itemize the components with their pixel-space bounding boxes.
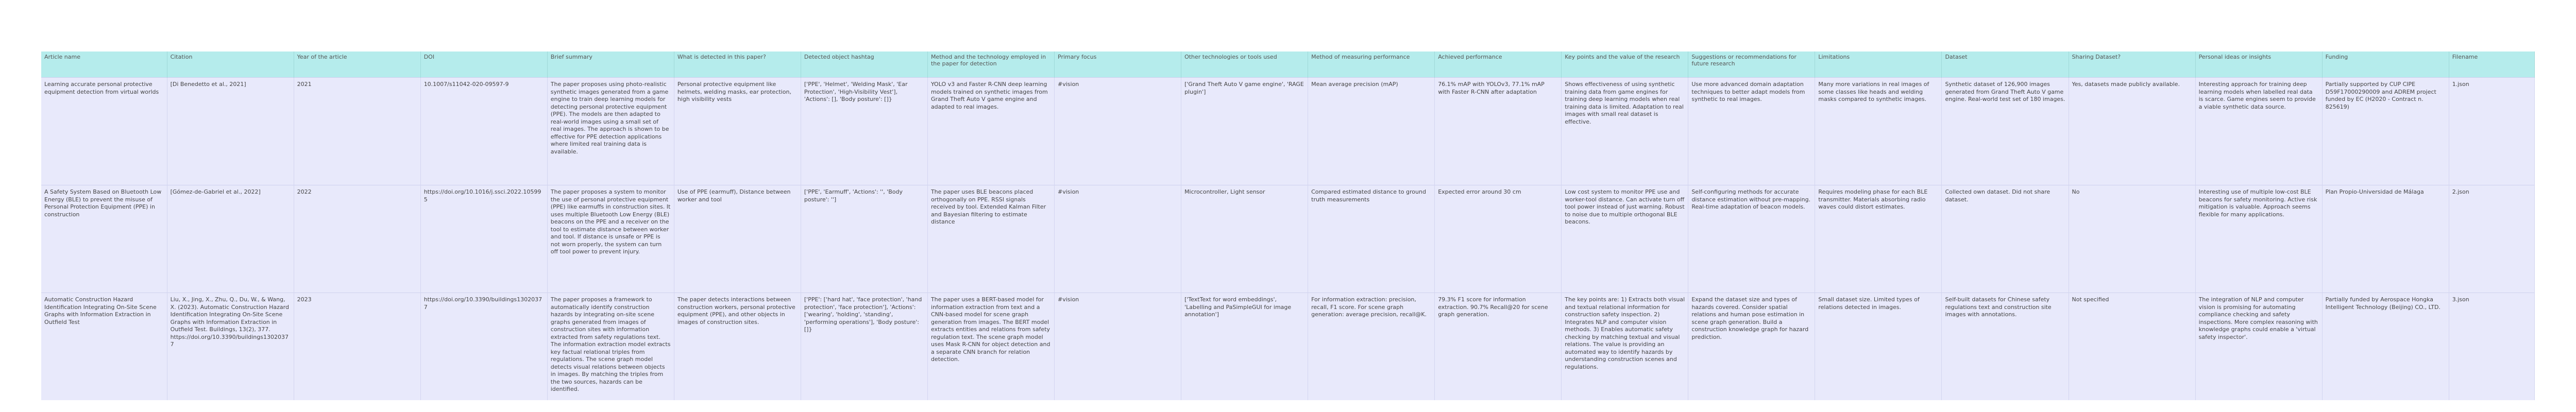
cell-text: ['PPE', 'Helmet', 'Welding Mask', 'Ear Protection', 'High-Visibility Vest'], 'Actions': [], 'Body posture': []}: [804, 81, 908, 103]
cell-text: 2.json: [2452, 188, 2469, 195]
column-header-doi[interactable]: DOI: [420, 52, 547, 78]
column-header-suggestions[interactable]: Suggestions or recommendations for future research: [1688, 52, 1815, 78]
table-cell[interactable]: [1942, 293, 2069, 401]
column-header-funding[interactable]: Funding: [2322, 52, 2449, 78]
cell-text: Synthetic dataset of 126,900 images generated from Grand Theft Auto V game engine. Real-world test set of 180 images.: [1945, 81, 2065, 103]
cell-text: For information extraction: precision, recall, F1 score. For scene graph generation: average precision, recall@K.: [1311, 296, 1427, 318]
table-cell[interactable]: [927, 185, 1054, 293]
cell-text: Automatic Construction Hazard Identification Integrating On-Site Scene Graphs with Information Extraction in Outfield Test: [44, 296, 157, 325]
cell-text: Use of PPE (earmuff), Distance between worker and tool: [677, 188, 791, 203]
table-row: [41, 185, 2535, 293]
column-header-key-points[interactable]: Key points and the value of the research: [1562, 52, 1688, 78]
cell-text: 2021: [297, 81, 312, 88]
table-cell[interactable]: [801, 185, 927, 293]
cell-text: ['PPE': ['hard hat', 'face protection', 'hand protection', 'face protection'], 'Actions': ['wearing', 'holding', 'standing', 'performing operations'], 'Body posture': []}: [804, 296, 922, 333]
cell-text: The paper proposes a framework to automatically identify construction hazards by integrating on-site scene graphs generated from images of construction sites with information extracted from safety regulations text. The information extraction model extracts key factual relational triples from regulations. The scene graph model detects visual relations between objects in images. By matching the triples from the two sources, hazards can be identified.: [550, 296, 671, 393]
table-cell[interactable]: [167, 78, 294, 185]
table-cell[interactable]: [2449, 78, 2534, 185]
table-cell[interactable]: [294, 78, 420, 185]
table-cell[interactable]: [674, 293, 801, 401]
cell-text: A Safety System Based on Bluetooth Low Energy (BLE) to prevent the misuse of Personal Protection Equipment (PPE) in construction: [44, 188, 162, 218]
table-cell[interactable]: [2322, 185, 2449, 293]
table-cell[interactable]: [2322, 78, 2449, 185]
cell-text: https://doi.org/10.1016/j.ssci.2022.105995: [423, 188, 541, 203]
cell-text: Requires modeling phase for each BLE transmitter. Materials absorbing radio waves could distort estimates.: [1818, 188, 1928, 211]
table-cell[interactable]: [1815, 78, 1942, 185]
data-table: [41, 52, 2535, 400]
table-cell[interactable]: [801, 78, 927, 185]
table-cell[interactable]: [420, 293, 547, 401]
table-cell[interactable]: [2069, 185, 2195, 293]
column-header-dataset[interactable]: Dataset: [1942, 52, 2069, 78]
table-cell[interactable]: [1562, 185, 1688, 293]
table-cell[interactable]: [2195, 185, 2322, 293]
column-header-citation[interactable]: Citation: [167, 52, 294, 78]
table-cell[interactable]: [2195, 293, 2322, 401]
column-header-article-name[interactable]: Article name: [41, 52, 167, 78]
cell-text: Personal protective equipment like helmets, welding masks, ear protection, high visibility vests: [677, 81, 791, 103]
cell-text: Expected error around 30 cm: [1438, 188, 1521, 195]
table-cell[interactable]: [1055, 78, 1181, 185]
cell-text: #vision: [1058, 188, 1079, 195]
table-cell[interactable]: [294, 185, 420, 293]
table-cell[interactable]: [2322, 293, 2449, 401]
table-cell[interactable]: [547, 185, 674, 293]
cell-text: The integration of NLP and computer vision is promising for automating compliance checking and safety inspections. More complex reasoning with knowledge graphs could enable a 'virtual safety inspector'.: [2198, 296, 2318, 340]
table-cell[interactable]: [2195, 78, 2322, 185]
table-row: [41, 293, 2535, 401]
cell-text: The paper detects interactions between construction workers, personal protective equipment (PPE), and other objects in images of construction sites.: [677, 296, 795, 325]
table-cell[interactable]: [294, 293, 420, 401]
cell-text: #vision: [1058, 296, 1079, 303]
cell-text: Use more advanced domain adaptation techniques to better adapt models from synthetic to real images.: [1691, 81, 1805, 103]
table-cell[interactable]: [927, 78, 1054, 185]
table-cell[interactable]: [1435, 293, 1562, 401]
cell-text: Mean average precision (mAP): [1311, 81, 1398, 88]
cell-text: Small dataset size. Limited types of relations detected in images.: [1818, 296, 1920, 311]
cell-text: The paper proposes using photo-realistic synthetic images generated from a game engine to train deep learning models for detecting personal protective equipment (PPE). The models are then adapted to real-world images using a small set of real images. The approach is shown to be effective for PPE detection applications where limited real training data is available.: [550, 81, 669, 155]
cell-text: 2022: [297, 188, 312, 195]
cell-text: ['TextText for word embeddings', 'Labelling and PaSimpleGUI for image annotation']: [1184, 296, 1292, 318]
cell-text: [Di Benedetto et al., 2021]: [170, 81, 246, 88]
header-row: [41, 52, 2535, 78]
table-cell[interactable]: [1181, 293, 1308, 401]
cell-text: https://doi.org/10.3390/buildings13020377: [423, 296, 543, 311]
table-cell[interactable]: [1435, 185, 1562, 293]
table-cell[interactable]: [1308, 78, 1435, 185]
cell-text: ['PPE', 'Earmuff', 'Actions': '', 'Body posture': '']: [804, 188, 903, 203]
column-header-brief-summary[interactable]: Brief summary: [547, 52, 674, 78]
table-cell[interactable]: [420, 78, 547, 185]
column-header-achieved-performance[interactable]: Achieved performance: [1435, 52, 1562, 78]
cell-text: The paper uses a BERT-based model for information extraction from text and a CNN-based model for scene graph generation from images. The BERT model extracts entities and relations from safety regulation text. The scene graph model uses Mask R-CNN for object detection and a separate CNN branch for relation detection.: [930, 296, 1050, 363]
table-cell[interactable]: [801, 293, 927, 401]
column-header-limitations[interactable]: Limitations: [1815, 52, 1942, 78]
cell-text: Collected own dataset. Did not share dataset.: [1945, 188, 2050, 203]
table-cell[interactable]: [547, 293, 674, 401]
column-header-year[interactable]: Year of the article: [294, 52, 420, 78]
table-cell[interactable]: [1308, 185, 1435, 293]
cell-text: Compared estimated distance to ground truth measurements: [1311, 188, 1426, 203]
table-cell[interactable]: [1562, 293, 1688, 401]
cell-text: #vision: [1058, 81, 1079, 88]
table-cell[interactable]: [41, 185, 167, 293]
table-cell[interactable]: [1308, 293, 1435, 401]
table-cell[interactable]: [1562, 78, 1688, 185]
cell-text: Not specified: [2072, 296, 2109, 303]
cell-text: Self-configuring methods for accurate distance estimation without pre-mapping. Real-time adaptation of beacon models.: [1691, 188, 1811, 211]
cell-text: 76.1% mAP with YOLOv3, 77.1% mAP with Faster R-CNN after adaptation: [1438, 81, 1545, 95]
cell-text: YOLO v3 and Faster R-CNN deep learning models trained on synthetic images from Grand Theft Auto V game engine and adapted to real images.: [930, 81, 1048, 110]
table-cell[interactable]: [2069, 78, 2195, 185]
cell-text: Plan Propio-Universidad de Málaga: [2325, 188, 2424, 195]
cell-text: Shows effectiveness of using synthetic training data from game engines for training deep learning models when real training data is limited. Adaptation to real images with small real dataset is effective.: [1565, 81, 1684, 125]
table-cell[interactable]: [1181, 185, 1308, 293]
table-cell[interactable]: [1435, 78, 1562, 185]
cell-text: ['Grand Theft Auto V game engine', 'RAGE plugin']: [1184, 81, 1304, 95]
table-cell[interactable]: [674, 185, 801, 293]
table-header: [41, 52, 2535, 78]
table-cell[interactable]: [1688, 78, 1815, 185]
table-cell[interactable]: [41, 78, 167, 185]
column-header-personal-ideas[interactable]: Personal ideas or insights: [2195, 52, 2322, 78]
table-cell[interactable]: [1942, 185, 2069, 293]
cell-text: Liu, X., Jing, X., Zhu, Q., Du, W., & Wang, X. (2023). Automatic Construction Hazard Identification Integrating On-Site Scene Graphs with Information Extraction in Outfield Test. Buildings, 13(2), 377. https://doi.org/10.3390/buildings13020377: [170, 296, 289, 348]
table-cell[interactable]: [2449, 185, 2534, 293]
table-cell[interactable]: [1688, 293, 1815, 401]
table-cell[interactable]: [420, 185, 547, 293]
cell-text: Interesting approach for training deep learning models when labelled real data is scarce. Game engines seem to provide a viable synthetic data source.: [2198, 81, 2316, 110]
cell-text: [Gómez-de-Gabriel et al., 2022]: [170, 188, 261, 195]
table-cell[interactable]: [41, 293, 167, 401]
cell-text: Self-built datasets for Chinese safety regulations text and construction site images with annotations.: [1945, 296, 2052, 318]
column-header-sharing-dataset[interactable]: Sharing Dataset?: [2069, 52, 2195, 78]
cell-text: 10.1007/s11042-020-09597-9: [423, 81, 509, 88]
table-cell[interactable]: [1055, 293, 1181, 401]
table-cell[interactable]: [1688, 185, 1815, 293]
table-cell[interactable]: [1815, 293, 1942, 401]
cell-text: Low cost system to monitor PPE use and worker-tool distance. Can activate turn off tool power instead of just warning. Robust to noise due to multiple orthogonal BLE beacons.: [1565, 188, 1685, 226]
column-header-method-measuring-performance[interactable]: Method of measuring performance: [1308, 52, 1435, 78]
cell-text: Expand the dataset size and types of hazards covered. Consider spatial relations and human pose estimation in scene graph generation. Build a construction knowledge graph for hazard prediction.: [1691, 296, 1809, 340]
table-cell[interactable]: [1815, 185, 1942, 293]
table-cell[interactable]: [167, 293, 294, 401]
table-cell[interactable]: [167, 185, 294, 293]
cell-text: Many more variations in real images of some classes like heads and welding masks compared to synthetic images.: [1818, 81, 1929, 103]
cell-text: 1.json: [2452, 81, 2469, 88]
cell-text: 2023: [297, 296, 312, 303]
table-cell[interactable]: [927, 293, 1054, 401]
cell-text: Learning accurate personal protective equipment detection from virtual worlds: [44, 81, 159, 95]
column-header-filename[interactable]: Filename: [2449, 52, 2534, 78]
table-cell[interactable]: [2069, 293, 2195, 401]
column-header-primary-focus[interactable]: Primary focus: [1055, 52, 1181, 78]
column-header-method-technology[interactable]: Method and the technology employed in the paper for detection: [927, 52, 1054, 78]
table-cell[interactable]: [2449, 293, 2534, 401]
table-cell[interactable]: [1942, 78, 2069, 185]
table-cell[interactable]: [1181, 78, 1308, 185]
table-cell[interactable]: [547, 78, 674, 185]
cell-text: 3.json: [2452, 296, 2469, 303]
column-header-other-technologies[interactable]: Other technologies or tools used: [1181, 52, 1308, 78]
cell-text: Partially supported by CUP CIPE D59F17000290009 and ADREM project funded by EC (H2020 - Contract n. 825619): [2325, 81, 2436, 110]
column-header-what-is-detected[interactable]: What is detected in this paper?: [674, 52, 801, 78]
cell-text: Interesting use of multiple low-cost BLE beacons for safety monitoring. Active risk mitigation is valuable. Approach seems flexible for many applications.: [2198, 188, 2317, 218]
cell-text: 79.3% F1 score for information extraction. 90.7% Recall@20 for scene graph generation.: [1438, 296, 1548, 318]
cell-text: Partially funded by Aerospace Hongka Intelligent Technology (Beijing) CO., LTD.: [2325, 296, 2441, 311]
table-cell[interactable]: [674, 78, 801, 185]
cell-text: Yes, datasets made publicly available.: [2072, 81, 2180, 88]
cell-text: No: [2072, 188, 2080, 195]
cell-text: The paper uses BLE beacons placed orthogonally on PPE. RSSI signals received by tool. Extended Kalman Filter and Bayesian filtering to estimate distance: [930, 188, 1046, 226]
cell-text: The paper proposes a system to monitor the use of personal protective equipment (PPE) like earmuffs in construction sites. It uses multiple Bluetooth Low Energy (BLE) beacons on the PPE and a receiver on the tool to estimate distance between worker and tool. If distance is unsafe or PPE is not worn properly, the system can turn off tool power to prevent injury.: [550, 188, 671, 255]
column-header-detected-object-hashtag[interactable]: Detected object hashtag: [801, 52, 927, 78]
cell-text: Microcontroller, Light sensor: [1184, 188, 1265, 195]
table-row: [41, 78, 2535, 185]
table-body: [41, 78, 2535, 401]
cell-text: The key points are: 1) Extracts both visual and textual relational information for construction safety inspection. 2) Integrates NLP and computer vision methods. 3) Enables automatic safety checking by matching textual and visual relations. The value is providing an automated way to identify hazards by understanding construction scenes and regulations.: [1565, 296, 1685, 370]
table-cell[interactable]: [1055, 185, 1181, 293]
